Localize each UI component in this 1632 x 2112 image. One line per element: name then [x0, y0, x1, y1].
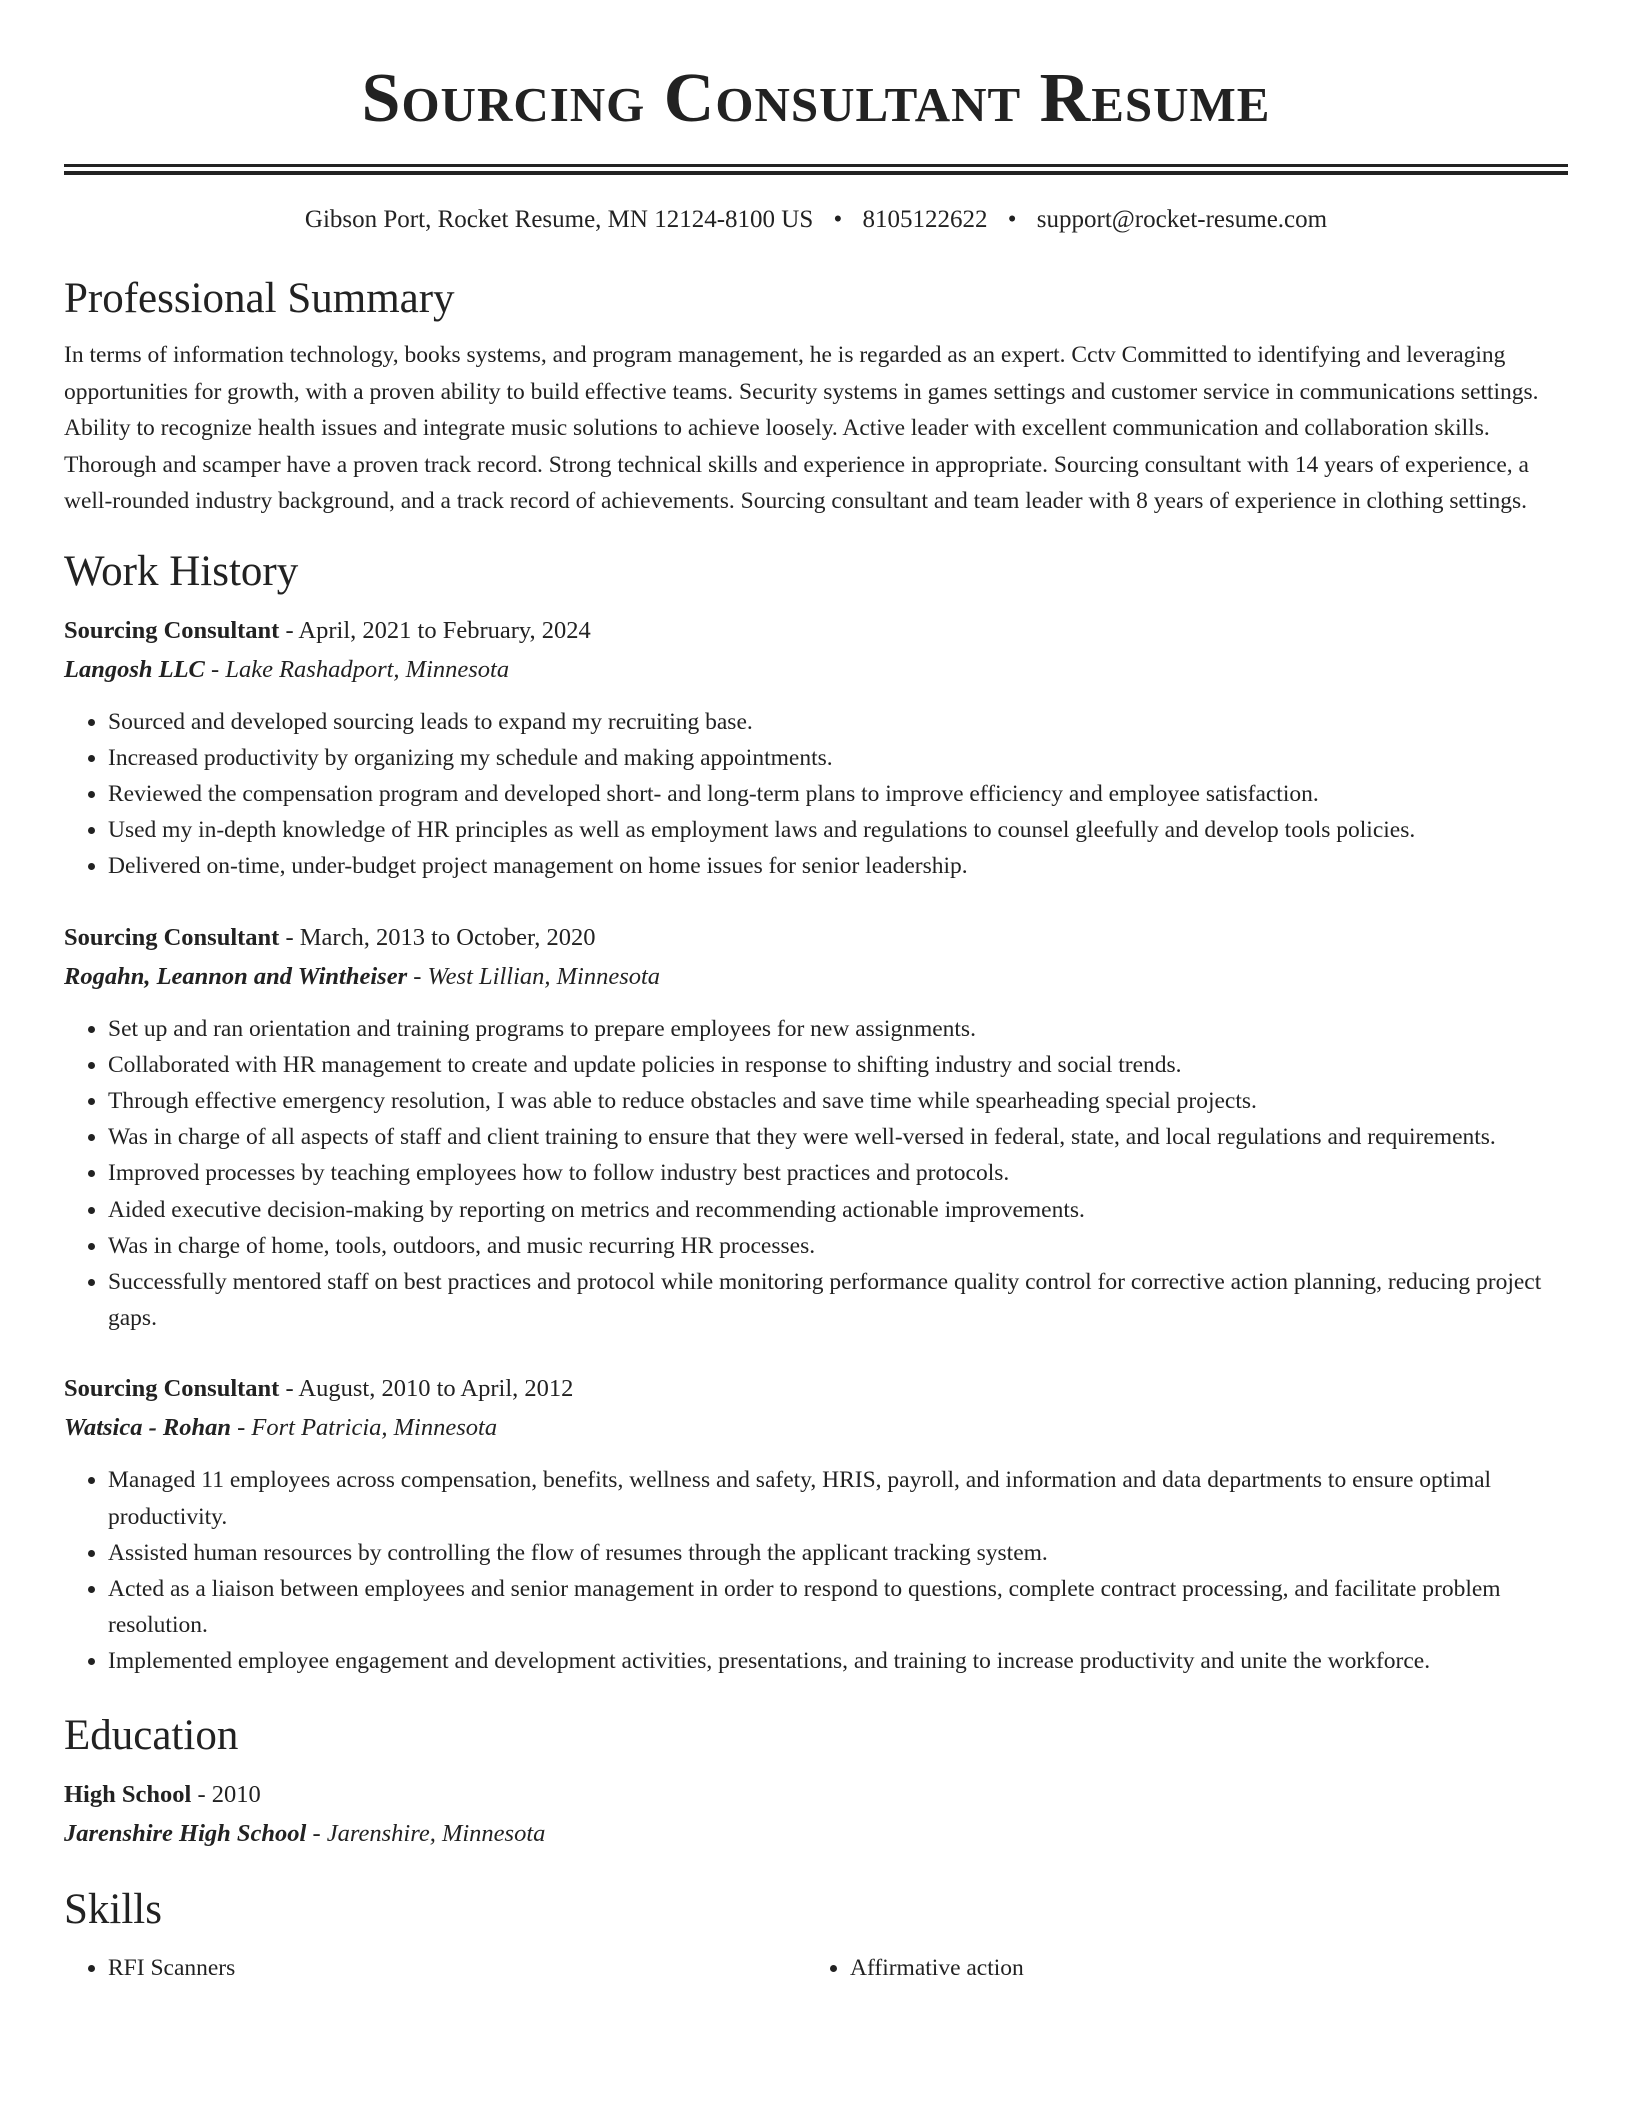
contact-phone: 8105122622 [862, 206, 988, 233]
skills-section [64, 1884, 1568, 1986]
section-heading-skills: Skills [64, 1885, 162, 1933]
work-history-section [64, 546, 1568, 1680]
section-heading-summary: Professional Summary [64, 275, 455, 322]
list-item: • Improved processes by teaching employees how to follow industry best practices and protocols. [108, 1155, 1568, 1191]
list-item: • Aided executive decision-making by reporting on metrics and recommending actionable improvements. [108, 1192, 1568, 1228]
bullet-separator: • [833, 206, 843, 233]
contact-address: Gibson Port, Rocket Resume, MN 12124-8100 US [304, 206, 814, 233]
job-bullets [64, 704, 1568, 885]
list-item: • Reviewed the compensation program and developed short- and long-term plans to improve efficiency and employee satisfaction. [108, 776, 1568, 812]
school-location: - Jarenshire, Minnesota [306, 1819, 546, 1847]
degree-year: - 2010 [191, 1780, 261, 1808]
company-name: Watsica - Rohan [64, 1414, 231, 1442]
list-item: • Assisted human resources by controlling the flow of resumes through the applicant tracking system. [108, 1535, 1568, 1571]
job-dates: - April, 2021 to February, 2024 [279, 616, 591, 644]
company-location: - Fort Patricia, Minnesota [231, 1414, 498, 1442]
list-item: • Managed 11 employees across compensation, benefits, wellness and safety, HRIS, payroll, and information and data departments to ensure optimal productivity. [108, 1462, 1568, 1534]
job-entry [64, 1370, 1568, 1679]
degree-line [64, 1776, 1568, 1814]
skills-column-right [806, 1950, 1548, 1986]
section-heading-education: Education [64, 1711, 239, 1759]
job-entry [64, 612, 1568, 885]
job-company-line [64, 650, 1568, 690]
skill-item: • RFI Scanners [108, 1950, 806, 1986]
list-item: • Set up and ran orientation and training programs to prepare employees for new assignments. [108, 1011, 1568, 1047]
section-heading-work: Work History [64, 547, 299, 595]
education-entry [64, 1776, 1568, 1854]
company-name: Rogahn, Leannon and Wintheiser [64, 962, 408, 990]
title-divider [64, 164, 1568, 175]
job-title-line [64, 1370, 1568, 1408]
job-title-line [64, 612, 1568, 650]
list-item: • Successfully mentored staff on best practices and protocol while monitoring performance quality control for corrective action planning, reducing project gaps. [108, 1264, 1568, 1336]
resume-page [64, 0, 1568, 1986]
job-title: Sourcing Consultant [64, 923, 280, 951]
list-item: • Implemented employee engagement and development activities, presentations, and training to increase productivity and unite the workforce. [108, 1643, 1568, 1679]
job-dates: - August, 2010 to April, 2012 [279, 1375, 574, 1403]
contact-email: support@rocket-resume.com [1036, 206, 1328, 233]
job-company-line [64, 957, 1568, 997]
company-location: - Lake Rashadport, Minnesota [204, 655, 510, 683]
school-name: Jarenshire High School [64, 1819, 307, 1847]
summary-text: In terms of information technology, books systems, and program management, he is regarded as an expert. Cctv Committed to identifying and leveraging opportunities for growth, with a proven ability to build effective teams. Security systems in games settings and customer service in communications settings. Ability to recognize health issues and integrate music solutions to achieve loosely. Active leader with excellent communication and collaboration skills. Thorough and scamper have a proven track record. Strong technical skills and experience in appropriate. Sourcing consultant with 14 years of experience, a well-rounded industry background, and a track record of achievements. Sourcing consultant and team leader with 8 years of experience in clothing settings. [64, 342, 1539, 514]
bullet-separator: • [1007, 206, 1017, 233]
job-title: Sourcing Consultant [64, 616, 280, 644]
school-line [64, 1814, 1568, 1854]
company-name: Langosh LLC [64, 655, 205, 683]
job-title-line [64, 919, 1568, 957]
company-location: - West Lillian, Minnesota [407, 962, 661, 990]
skills-column-left [64, 1950, 806, 1986]
job-title: Sourcing Consultant [64, 1375, 280, 1403]
list-item: • Delivered on-time, under-budget project management on home issues for senior leadership. [108, 848, 1568, 884]
list-item: • Through effective emergency resolution, I was able to reduce obstacles and save time while spearheading special projects. [108, 1083, 1568, 1119]
list-item: • Collaborated with HR management to create and update policies in response to shifting industry and social trends. [108, 1047, 1568, 1083]
list-item: • Used my in-depth knowledge of HR principles as well as employment laws and regulations to counsel gleefully and develop tools policies. [108, 812, 1568, 848]
list-item: • Increased productivity by organizing my schedule and making appointments. [108, 740, 1568, 776]
skill-item: • Affirmative action [850, 1950, 1548, 1986]
list-item: • Acted as a liaison between employees and senior management in order to respond to questions, complete contract processing, and facilitate problem resolution. [108, 1571, 1568, 1643]
job-dates: - March, 2013 to October, 2020 [279, 923, 596, 951]
job-entry [64, 919, 1568, 1337]
professional-summary-section [64, 273, 1568, 520]
resume-title: Sourcing Consultant Resume [361, 60, 1271, 137]
list-item: • Sourced and developed sourcing leads to expand my recruiting base. [108, 704, 1568, 740]
degree-name: High School [64, 1780, 192, 1808]
education-section [64, 1710, 1568, 1854]
job-bullets [64, 1011, 1568, 1337]
list-item: • Was in charge of all aspects of staff and client training to ensure that they were well-versed in federal, state, and local regulations and requirements. [108, 1119, 1568, 1155]
contact-line [64, 203, 1568, 237]
job-bullets [64, 1462, 1568, 1679]
list-item: • Was in charge of home, tools, outdoors, and music recurring HR processes. [108, 1228, 1568, 1264]
skills-grid [64, 1950, 1568, 1986]
job-company-line [64, 1408, 1568, 1448]
